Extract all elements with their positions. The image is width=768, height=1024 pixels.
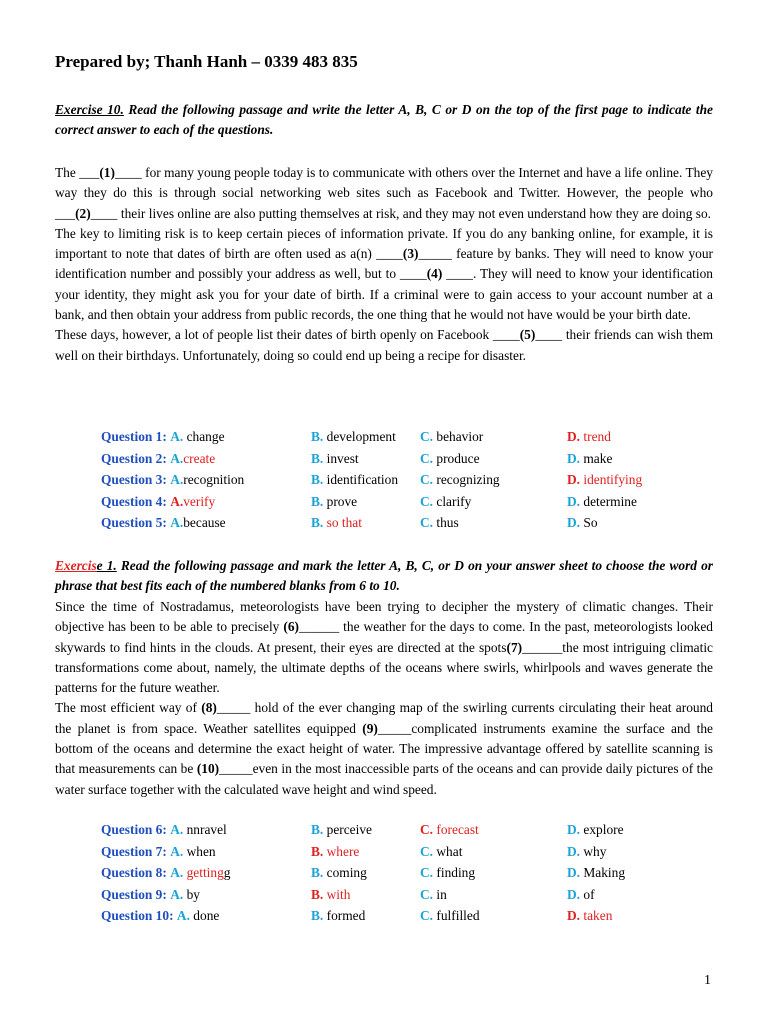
page-number: 1 xyxy=(704,973,711,988)
option-a[interactable]: recognition xyxy=(183,472,245,488)
option-d[interactable]: why xyxy=(583,843,607,859)
option-b[interactable]: with xyxy=(326,886,351,902)
passage-paragraph: These days, however, a lot of people list their dates of birth openly on Facebook ____(5)____ their friends can wish them well on their birthdays. Unfortunately, doing so could end up being a recipe for disaster. xyxy=(55,327,713,363)
blank-3: (3) xyxy=(402,246,419,262)
passage-paragraph: Since the time of Nostradamus, meteorologists have been trying to decipher the mystery of climatic changes. Their objective has been to be able to precisely (6)______ the weather for the days to come. In the past, meteorologists looked skywards to find hints in the clouds. At present, their eyes are directed at the spots(7)______the most intriguing climatic transformations come about, namely, the ultimate depths of the oceans where swirls, whirlpools and waves generate the patterns for the future weather. xyxy=(55,599,713,696)
blank-1: (1) xyxy=(99,165,115,180)
option-c[interactable]: produce xyxy=(436,450,480,466)
blank-9: (9) xyxy=(362,720,378,736)
question-label: Question 9: xyxy=(101,886,167,902)
option-c[interactable]: finding xyxy=(436,865,476,881)
option-b[interactable]: where xyxy=(326,843,360,859)
option-a[interactable]: by xyxy=(186,886,200,902)
option-d[interactable]: of xyxy=(583,886,595,902)
header-prepared-by: Prepared by; Thanh Hanh – 0339 483 835 xyxy=(55,52,358,71)
passage-paragraph: The ___(1)____ for many young people today is to communicate with others over the Internet and have a life online. They way they do this is through social networking web sites such as Facebook and Twitter. However, the people who ___(2)____ their lives online are also putting themselves at risk, and they may not even understand how they are doing so. xyxy=(55,165,713,221)
option-a[interactable]: create xyxy=(183,450,216,466)
option-d[interactable]: make xyxy=(583,450,613,466)
option-d[interactable]: taken xyxy=(583,908,613,924)
option-a[interactable]: verify xyxy=(183,493,216,509)
exercise-1-label-red: Exercis xyxy=(55,558,97,573)
option-a[interactable]: done xyxy=(193,908,220,924)
question-label: Question 5: xyxy=(101,515,167,531)
passage-paragraph: The key to limiting risk is to keep certain pieces of information private. If you do any banking online, for example, it is important to note that dates of birth are often used as a(n) ____(3)_____ feature by banks. They will need to know your identification number and possibly your address as well, but to ____(4) ____. They will need to know your identification your identity, they might ask you for your date of birth. If a criminal were to gain access to your account number at a bank, and then obtain your address from public records, the one thing that he would not have would be your birth date. xyxy=(55,225,713,323)
option-a[interactable]: nnravel xyxy=(186,822,227,837)
option-c[interactable]: forecast xyxy=(436,822,479,837)
option-b[interactable]: perceive xyxy=(326,822,372,837)
option-d[interactable]: explore xyxy=(583,822,624,837)
blank-4: (4) xyxy=(426,266,443,282)
blank-10: (10) xyxy=(196,761,220,777)
exercise-1-passage xyxy=(55,597,713,800)
blank-8: (8) xyxy=(201,700,217,716)
option-b[interactable]: development xyxy=(326,429,396,444)
question-label: Question 10: xyxy=(101,908,174,924)
option-c[interactable]: thus xyxy=(436,515,459,531)
option-b[interactable]: so that xyxy=(326,515,362,531)
exercise-10-passage xyxy=(55,163,713,366)
exercise-1-label: e 1. xyxy=(96,558,117,573)
option-c[interactable]: what xyxy=(436,843,463,859)
question-label: Question 4: xyxy=(101,493,167,509)
question-label: Question 2: xyxy=(101,450,167,466)
option-a[interactable]: when xyxy=(186,843,216,859)
option-d[interactable]: trend xyxy=(583,429,611,444)
option-b[interactable]: prove xyxy=(326,493,358,509)
option-b[interactable]: coming xyxy=(326,865,367,881)
option-d[interactable]: identifying xyxy=(583,472,643,488)
option-c[interactable]: clarify xyxy=(436,493,472,509)
option-b[interactable]: invest xyxy=(326,450,359,466)
option-b[interactable]: formed xyxy=(326,908,366,924)
exercise-10-label: Exercise 10. xyxy=(55,102,124,117)
option-b[interactable]: identification xyxy=(326,472,399,488)
blank-7: (7) xyxy=(506,639,523,655)
question-label: Question 6: xyxy=(101,822,167,837)
question-label: Question 8: xyxy=(101,865,167,881)
option-c[interactable]: in xyxy=(436,886,447,902)
question-label: Question 3: xyxy=(101,472,167,488)
exercise-1-instructions: Read the following passage and mark the letter A, B, C, or D on your answer sheet to choose the word or phrase that best fits each of the numbered blanks from 6 to 10. xyxy=(55,558,713,594)
option-c[interactable]: behavior xyxy=(436,429,484,444)
option-d[interactable]: So xyxy=(583,515,598,531)
option-d[interactable]: Making xyxy=(583,865,626,881)
exercise-10-title xyxy=(55,100,713,141)
blank-5: (5) xyxy=(519,327,536,343)
option-a[interactable]: change xyxy=(186,429,225,444)
question-label: Question 1: xyxy=(101,429,167,444)
passage-paragraph: The most efficient way of (8)_____ hold of the ever changing map of the swirling currents circulating their heat around the planet is from space. Weather satellites equipped (9)_____complicated instruments examine the surface and the bottom of the oceans and determine the exact height of water. The impressive advantage offered by satellite scanning is that measurements can be (10)_____even in the most inaccessible parts of the oceans and can provide daily pictures of the water surface together with the calculated wave height and wind speed. xyxy=(55,700,713,797)
blank-2: (2) xyxy=(75,205,91,221)
option-d[interactable]: determine xyxy=(583,493,637,509)
blank-6: (6) xyxy=(283,619,299,635)
exercise-10-instructions: Read the following passage and write the letter A, B, C or D on the top of the first page to indicate the correct answer to each of the questions. xyxy=(55,102,713,138)
option-a[interactable]: gettingg xyxy=(186,865,231,881)
exercise-1-title xyxy=(55,556,713,597)
question-label: Question 7: xyxy=(101,843,167,859)
option-c[interactable]: recognizing xyxy=(436,472,500,488)
option-c[interactable]: fulfilled xyxy=(436,908,480,924)
option-a[interactable]: because xyxy=(183,515,226,531)
